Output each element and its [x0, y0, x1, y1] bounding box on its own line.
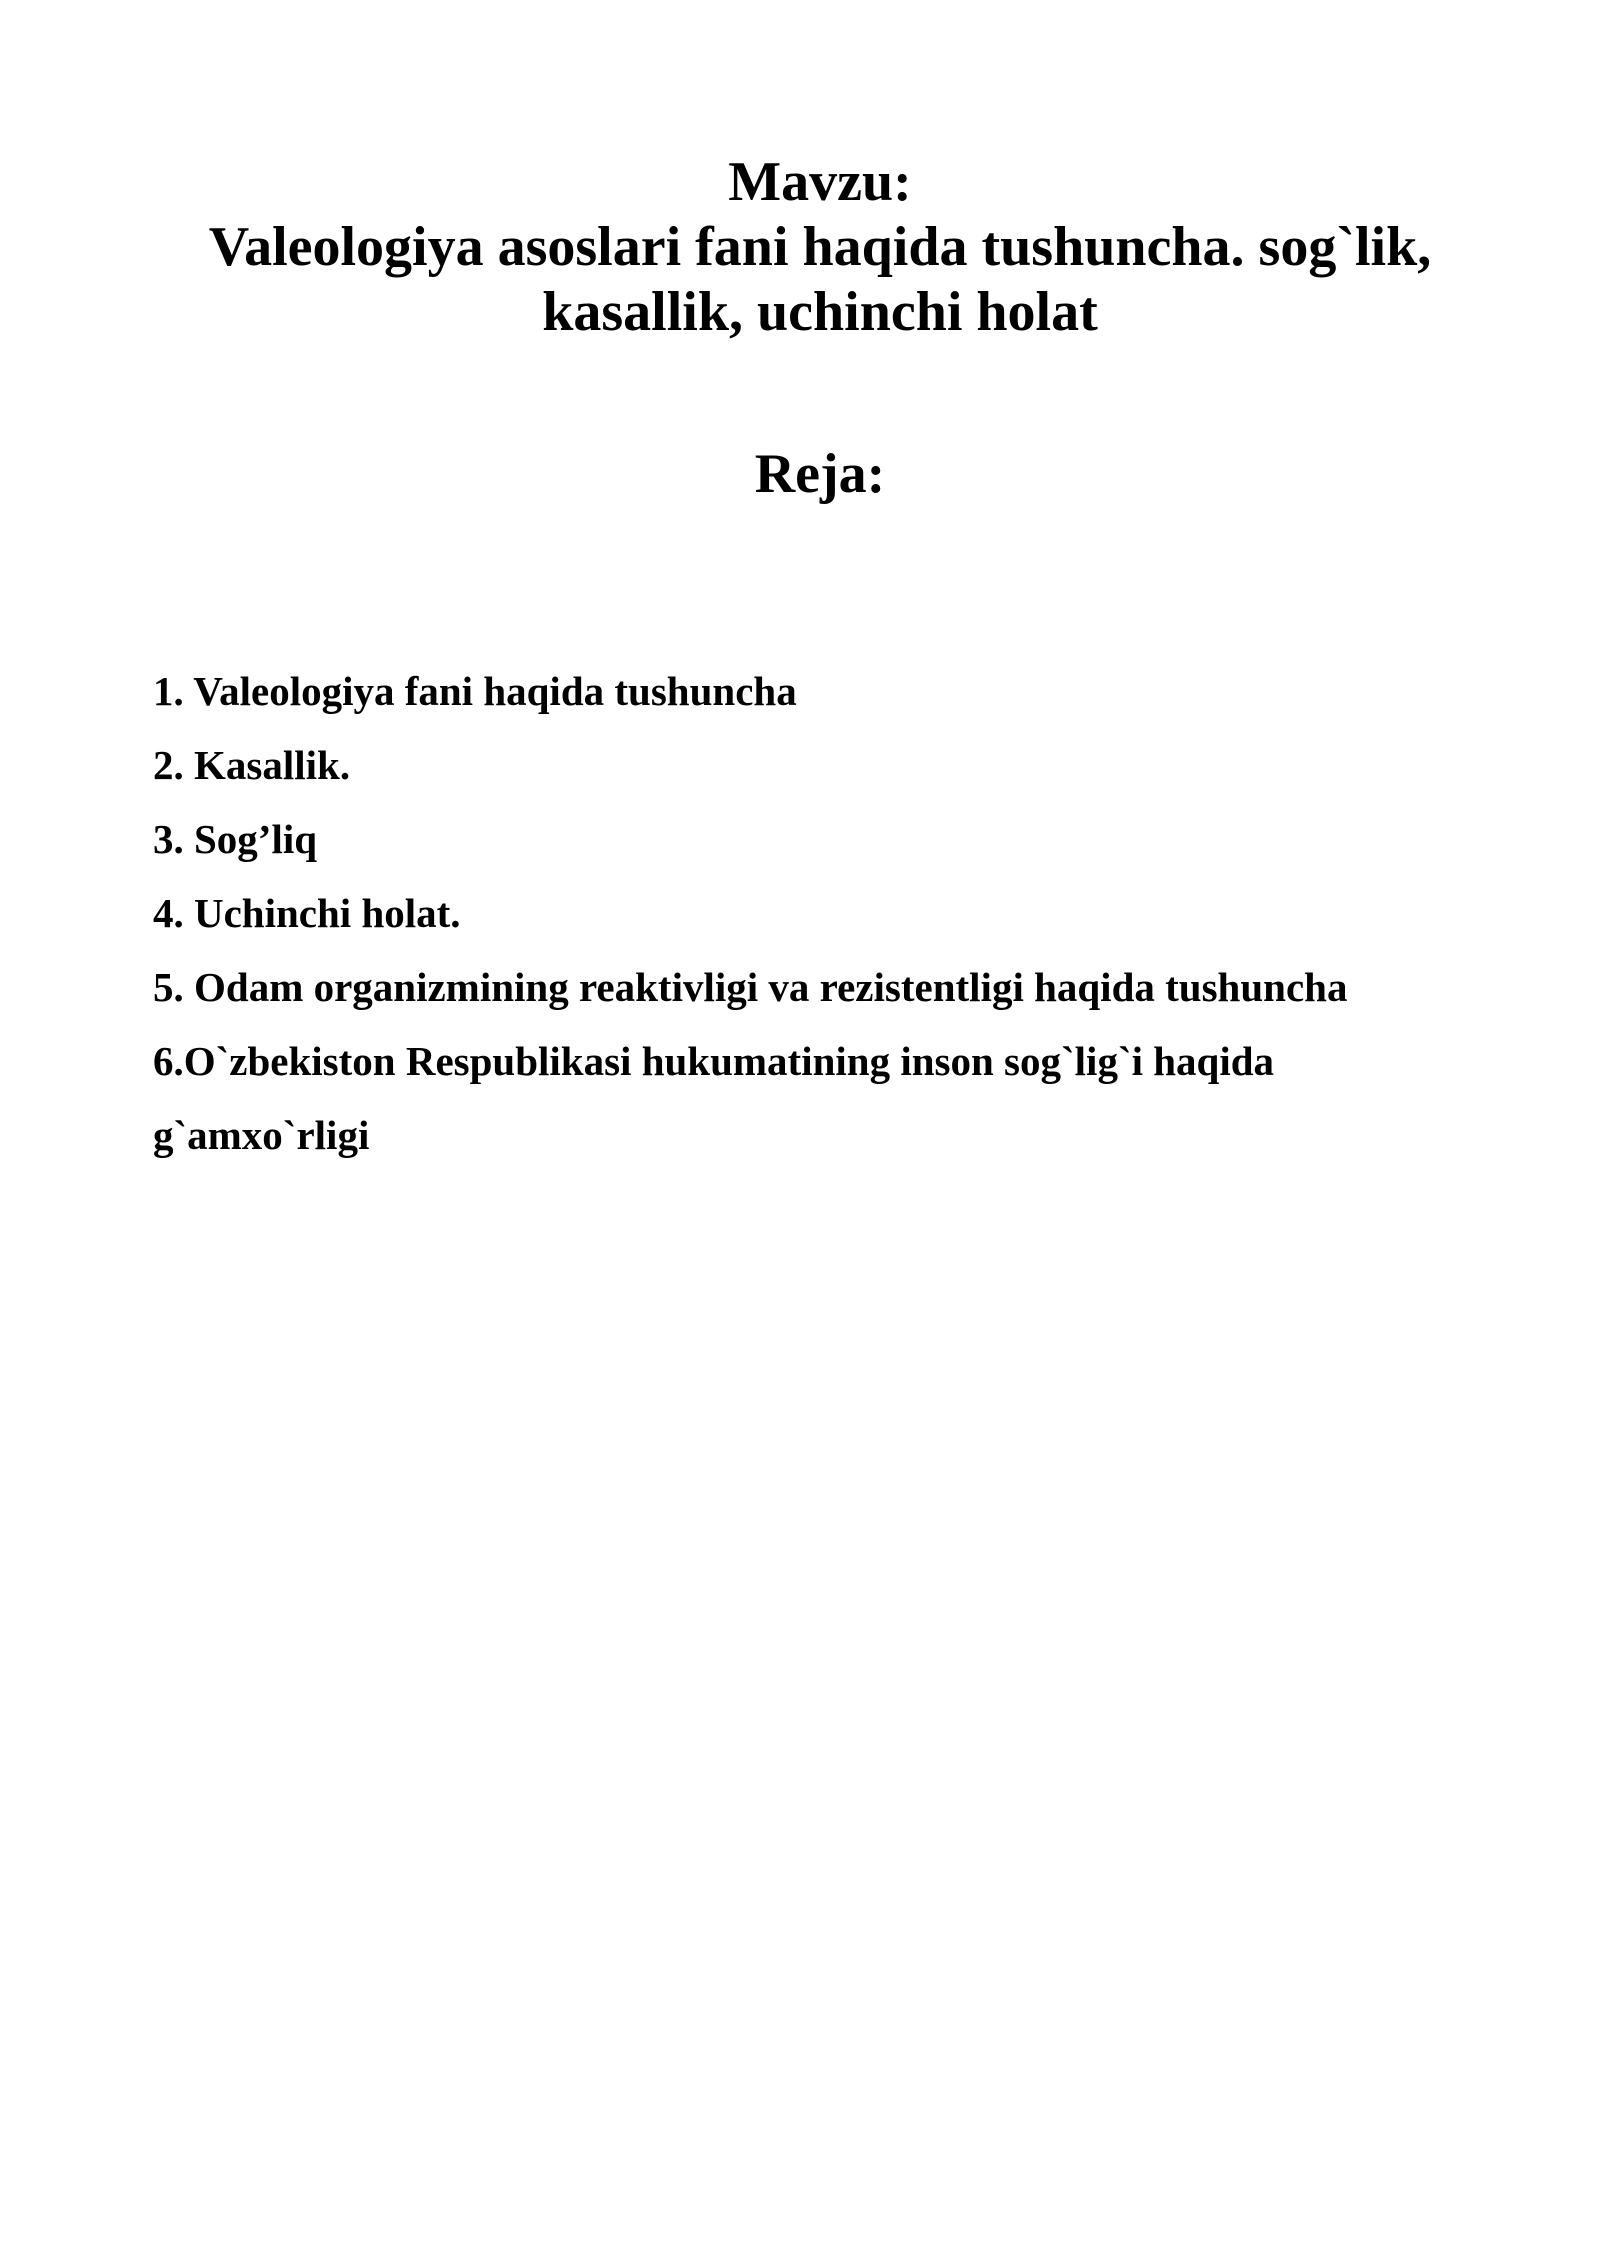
plan-item: 6.O`zbekiston Respublikasi hukumatining inson sog`lig`i haqida — [153, 1038, 1275, 1084]
plan-item: 1. Valeologiya fani haqida tushuncha — [153, 668, 797, 714]
plan-item: 2. Kasallik. — [153, 742, 351, 788]
plan-item: 4. Uchinchi holat. — [153, 890, 461, 936]
plan-list — [153, 654, 1453, 1172]
topic-title-line-1: Valeologiya asoslari fani haqida tushuncha. sog`lik, — [208, 216, 1432, 278]
plan-item: 5. Odam organizmining reaktivligi va rezistentligi haqida tushuncha — [153, 964, 1348, 1010]
plan-item-continuation: g`amxo`rligi — [153, 1112, 370, 1158]
topic-title-line-2: kasallik, uchinchi holat — [542, 281, 1098, 343]
document-header — [120, 150, 1520, 345]
plan-heading: Reja: — [754, 443, 886, 505]
topic-label: Mavzu: — [728, 151, 912, 213]
plan-item: 3. Sog’liq — [153, 816, 318, 862]
